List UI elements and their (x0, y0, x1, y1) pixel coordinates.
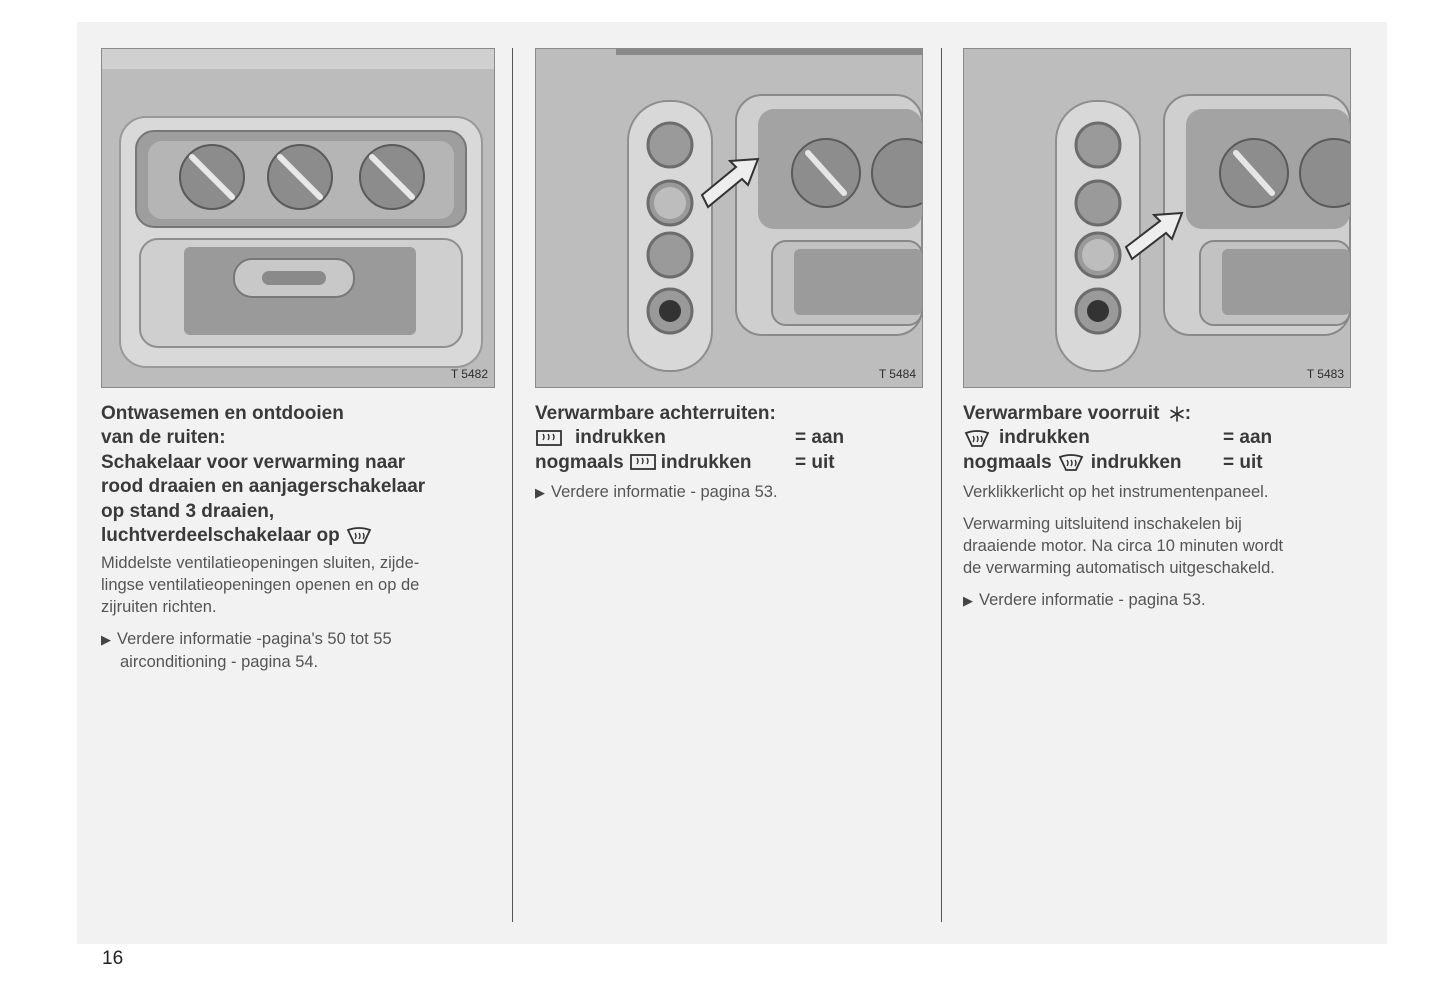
photo-code: T 5482 (450, 367, 488, 381)
instruction-text: indrukken (660, 451, 752, 473)
column-divider (512, 48, 513, 922)
windscreen-defrost-icon (1057, 453, 1085, 473)
more-info-link[interactable]: Verdere informatie - pagina 53. (979, 591, 1206, 610)
heading-line: Ontwasemen en ontdooien (101, 403, 344, 424)
body-line: draaiende motor. Na circa 10 minuten wordt (963, 537, 1284, 556)
heading-line: Schakelaar voor verwarming naar (101, 451, 406, 473)
windscreen-defrost-icon (345, 526, 373, 546)
triangle-bullet-icon: ▶ (101, 632, 111, 648)
body-line: Middelste ventilatieopeningen sluiten, zijde- (101, 554, 420, 573)
heading-text: luchtverdeelschakelaar op (101, 525, 340, 547)
rear-window-heating-icon (629, 453, 657, 473)
heading-text: Verwarmbare voorruit (963, 403, 1160, 424)
rear-window-heating-icon (535, 429, 563, 449)
instruction-row (535, 426, 921, 450)
instruction-value: = uit (1223, 451, 1263, 473)
instruction-text: indrukken (1090, 451, 1182, 473)
body-text (963, 513, 1349, 579)
body-text: Verklikkerlicht op het instrumentenpaneel. (963, 483, 1269, 502)
heading: Verwarmbare achterruiten: (535, 403, 776, 424)
triangle-bullet-icon: ▶ (535, 485, 545, 501)
heading-colon: : (1184, 403, 1192, 424)
photo-rear-window-button (535, 48, 923, 388)
body-line: de verwarming automatisch uitgeschakeld. (963, 559, 1275, 578)
instruction-row (963, 426, 1349, 450)
body-text (101, 552, 493, 618)
page-number: 16 (102, 948, 124, 969)
more-info-link[interactable]: Verdere informatie -pagina's 50 tot 55 (117, 630, 392, 649)
instruction-row (535, 451, 921, 475)
column-windscreen (963, 402, 1349, 612)
more-info-link[interactable]: airconditioning - pagina 54. (120, 653, 319, 672)
photo-heater-controls (101, 48, 495, 388)
more-info (963, 589, 1349, 612)
instruction-value: = aan (1223, 427, 1273, 449)
heading-line: rood draaien en aanjagerschakelaar (101, 476, 426, 498)
photo-windscreen-button (963, 48, 1351, 388)
instruction-prefix: nogmaals (963, 451, 1052, 473)
body-line: zijruiten richten. (101, 598, 217, 617)
heading-line-with-icon (101, 524, 493, 548)
instruction-text: indrukken (999, 427, 1090, 449)
column-defrost (101, 402, 493, 673)
instruction-row (963, 451, 1349, 475)
body-line: lingse ventilatieopeningen openen en op de (101, 576, 420, 595)
more-info (101, 628, 493, 673)
heading-line: van de ruiten: (101, 427, 226, 449)
windscreen-defrost-icon (963, 429, 991, 449)
more-info (535, 481, 921, 504)
instruction-value: = uit (795, 451, 835, 473)
instruction-text: indrukken (575, 427, 666, 449)
triangle-bullet-icon: ▶ (963, 593, 973, 609)
instruction-value: = aan (795, 427, 845, 449)
instruction-prefix: nogmaals (535, 451, 624, 473)
photo-code: T 5483 (1306, 367, 1344, 381)
column-rear-window (535, 402, 921, 504)
column-divider (941, 48, 942, 922)
snowflake-icon (1169, 406, 1185, 422)
heading-with-icon (963, 402, 1349, 426)
body-line: Verwarming uitsluitend inschakelen bij (963, 515, 1242, 534)
photo-code: T 5484 (878, 367, 916, 381)
more-info-link[interactable]: Verdere informatie - pagina 53. (551, 483, 778, 502)
heading-line: op stand 3 draaien, (101, 500, 275, 522)
